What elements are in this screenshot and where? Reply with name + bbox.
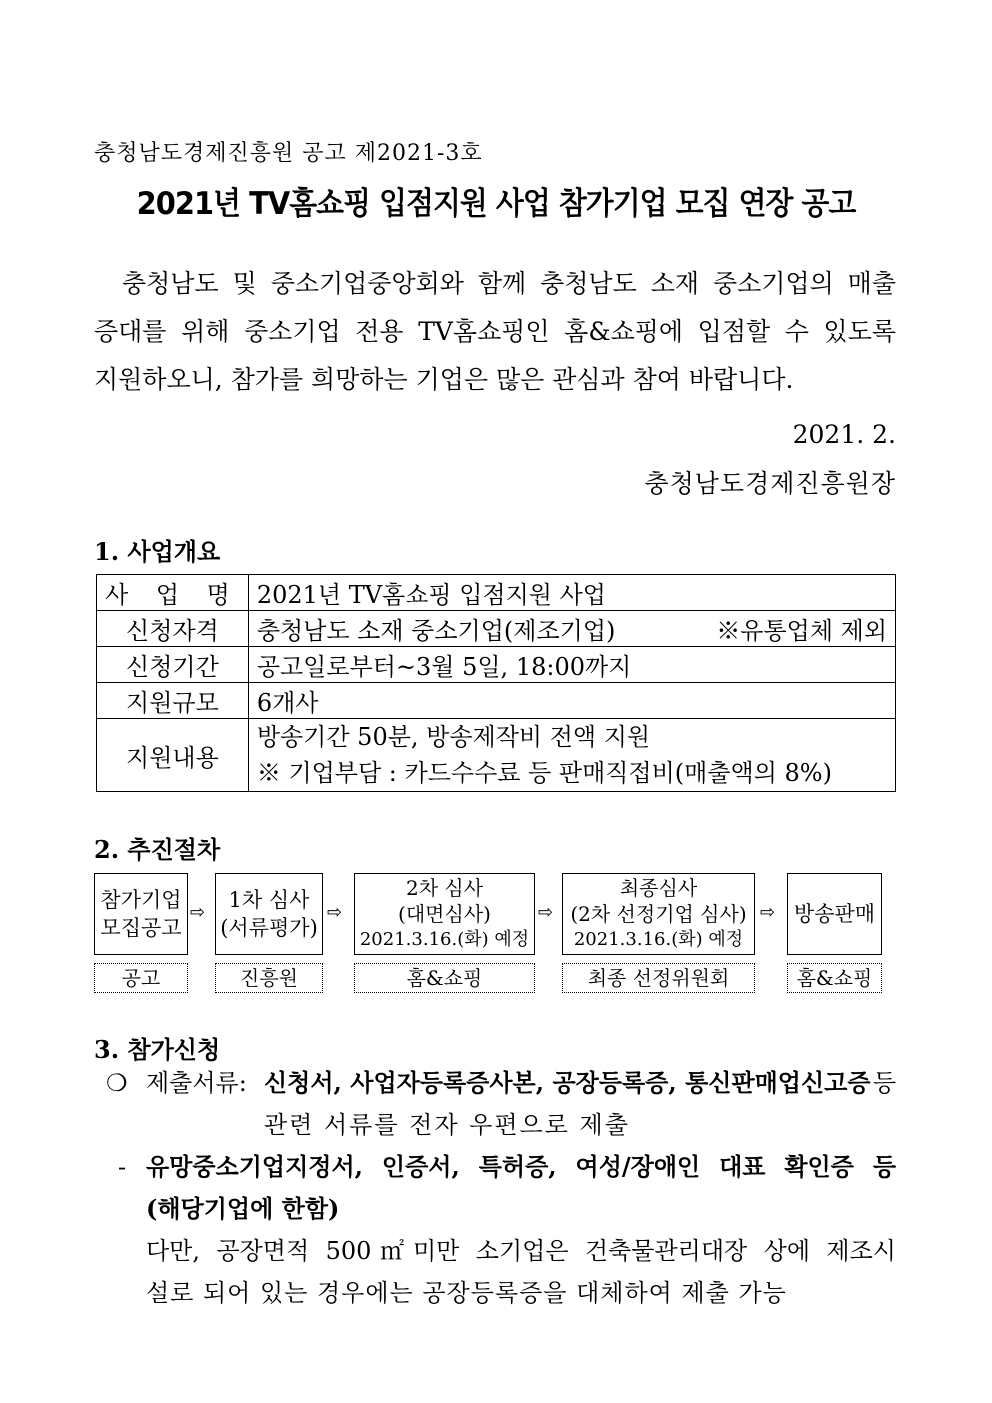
overview-table	[96, 574, 896, 792]
section-2-heading: 2. 추진절차	[94, 835, 221, 864]
eligibility-value: 충청남도 소재 중소기업(제조기업)	[256, 617, 616, 645]
table-row	[97, 611, 896, 647]
row-label-name: 사 업 명	[97, 575, 249, 611]
step-text: (서류평가)	[220, 916, 318, 940]
step-text: 1차 심사	[228, 888, 310, 912]
note-line-1: 다만, 공장면적 500㎡미만 소기업은 건축물관리대장 상에 제조시	[146, 1237, 896, 1265]
table-row	[97, 575, 896, 611]
step-text: 모집공고	[100, 916, 182, 940]
extra-docs-line-2: (해당기업에 한함)	[146, 1194, 340, 1223]
row-label-period: 신청기간	[97, 647, 249, 683]
docs-line-2: 관련 서류를 전자 우편으로 제출	[264, 1111, 630, 1139]
row-value-scale: 6개사	[248, 683, 895, 719]
docs-required: 신청서, 사업자등록증사본, 공장등록증, 통신판매업신고증	[264, 1068, 871, 1097]
flow-tag: 진흥원	[215, 963, 323, 993]
flow-tag: 공고	[94, 963, 188, 993]
step-text: 참가기업	[100, 888, 182, 912]
row-label-scale: 지원규모	[97, 683, 249, 719]
docs-line-1	[264, 1062, 896, 1104]
flow-step-announcement	[94, 873, 188, 955]
arrow-icon: ⇨	[538, 902, 554, 923]
step-text: (대면심사)	[398, 902, 491, 926]
docs-tail: 등	[872, 1069, 896, 1097]
flow-step-document-review	[215, 873, 323, 955]
row-label-eligibility: 신청자격	[97, 611, 249, 647]
step-text: 방송판매	[793, 902, 876, 926]
extra-docs-line-1: 유망중소기업지정서, 인증서, 특허증, 여성/장애인 대표 확인증 등	[146, 1152, 896, 1181]
table-row	[97, 647, 896, 683]
flow-step-broadcast	[787, 873, 882, 955]
page-title: 2021년 TV홈쇼핑 입점지원 사업 참가기업 모집 연장 공고	[136, 186, 856, 222]
flow-tag: 홈&쇼핑	[354, 963, 535, 993]
bullet-icon: ❍	[106, 1069, 128, 1097]
step-text: 최종심사	[619, 876, 698, 900]
note-line-2: 설로 되어 있는 경우에는 공장등록증을 대체하여 제출 가능	[146, 1279, 787, 1307]
eligibility-note: ※유통업체 제외	[716, 617, 887, 645]
arrow-icon: ⇨	[327, 902, 343, 923]
step-date: 2021.3.16.(화) 예정	[573, 929, 744, 950]
row-value-eligibility	[248, 611, 895, 647]
content-line-1: 방송기간 50분, 방송제작비 전액 지원	[256, 723, 651, 751]
flow-step-interview	[354, 873, 535, 955]
intro-line-1: 충청남도 및 중소기업중앙회와 함께 충청남도 소재 중소기업의 매출	[122, 269, 896, 298]
table-row	[97, 683, 896, 719]
intro-line-2: 증대를 위해 중소기업 전용 TV홈쇼핑인 홈&쇼핑에 입점할 수 있도록	[94, 317, 896, 346]
notice-number: 충청남도경제진흥원 공고 제2021-3호	[94, 141, 483, 166]
issuer-name: 충청남도경제진흥원장	[644, 469, 896, 498]
flow-step-final-review	[562, 873, 755, 955]
row-value-period: 공고일로부터~3월 5일, 18:00까지	[248, 647, 895, 683]
dash-marker: -	[118, 1153, 127, 1181]
arrow-icon: ⇨	[190, 902, 206, 923]
row-value-name: 2021년 TV홈쇼핑 입점지원 사업	[248, 575, 895, 611]
intro-paragraph	[94, 260, 896, 404]
content-line-2: ※ 기업부담 : 카드수수료 등 판매직접비(매출액의 8%)	[256, 759, 832, 787]
flow-tag: 홈&쇼핑	[787, 963, 882, 993]
notice-date: 2021. 2.	[792, 420, 896, 449]
step-text: 2차 심사	[405, 876, 484, 900]
docs-label: 제출서류:	[146, 1069, 247, 1097]
section-1-heading: 1. 사업개요	[94, 537, 221, 566]
section-3-heading: 3. 참가신청	[94, 1035, 221, 1064]
row-value-content	[248, 719, 895, 792]
intro-line-3: 지원하오니, 참가를 희망하는 기업은 많은 관심과 참여 바랍니다.	[94, 365, 794, 394]
flow-tag: 최종 선정위원회	[562, 963, 755, 993]
arrow-icon: ⇨	[760, 902, 776, 923]
row-label-content: 지원내용	[97, 719, 249, 792]
step-text: (2차 선정기업 심사)	[570, 902, 747, 926]
step-date: 2021.3.16.(화) 예정	[359, 929, 530, 950]
table-row	[97, 719, 896, 792]
